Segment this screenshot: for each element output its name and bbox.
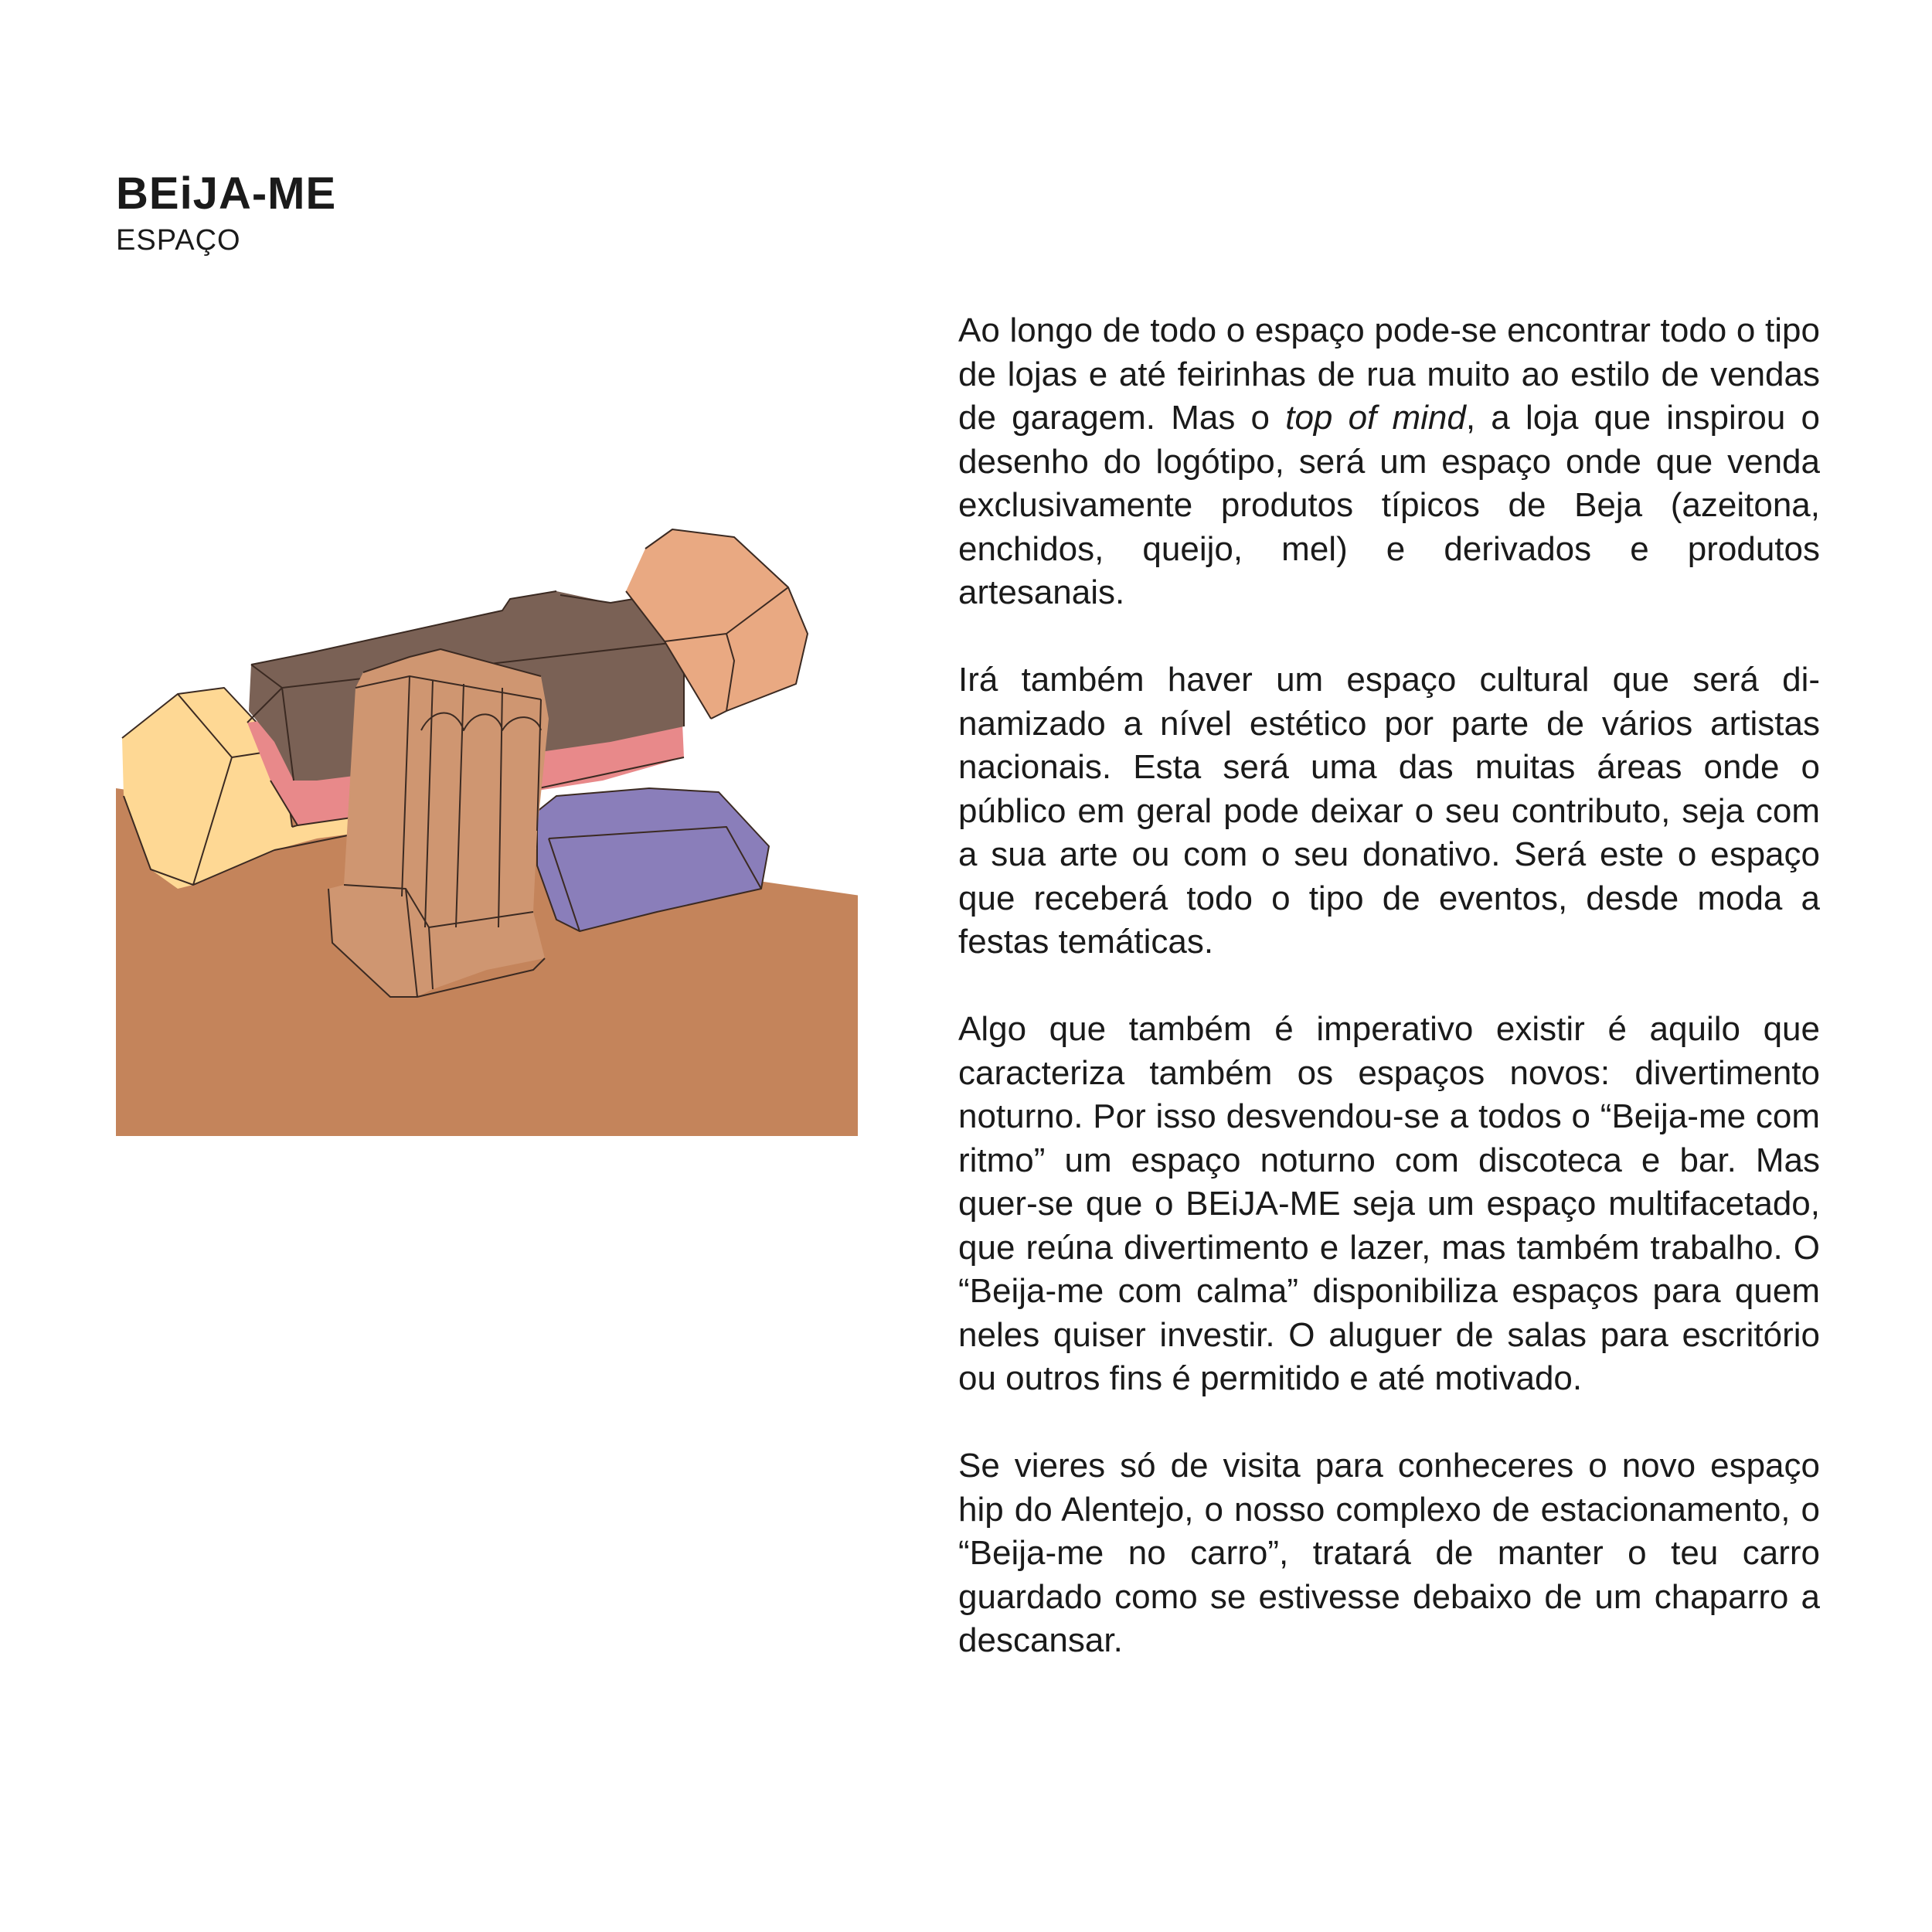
page-title: BEiJA-ME — [116, 168, 337, 219]
paragraph-1-italic: top of mind — [1285, 399, 1466, 437]
paragraph-2: Irá também haver um espaço cultural que será dinamizado a nível estético por parte de vários artistas nacionais. Esta será uma das muitas áreas onde o público em geral pode deixar o seu contributo, seja com a sua arte ou com o seu donativo. Será este o espaço que receberá todo o tipo de eventos, desde moda a festas temáticas. — [958, 661, 1820, 961]
page-subtitle: ESPAÇO — [116, 224, 241, 257]
body-text — [958, 309, 1820, 1706]
paragraph-3: Algo que também é imperativo existir é aquilo que caracteriza também os espaços novos: divertimento noturno. Por isso desvendou-se a todos o “Beija-me com ritmo” um espaço noturno com discoteca e bar. Mas quer-se que o BEiJA-ME seja um espaço multifacetado, que reúna divertimento e lazer, mas também trabalho. O “Beija-me com calma” disponibiliza espaços para quem neles quiser investir. O aluguer de salas para escritório ou outros fins é permitido e até motivado. — [958, 1010, 1820, 1397]
paragraph-1 — [958, 309, 1820, 615]
illustration-svg — [116, 526, 858, 1136]
page-header — [116, 168, 337, 257]
paragraph-1-end: , a loja que inspirou o desenho do logótipo, será um espaço onde que venda exclusivamente produtos típicos de Beja (azeitona, enchidos, queijo, mel) e derivados e produtos artesanais. — [958, 399, 1821, 611]
paragraph-4: Se vieres só de visita para conheceres o novo espaço hip do Alentejo, o nosso complexo de estacionamento, o “Beija-me no carro”, tratará de manter o teu carro guardado como se estivesse debaixo de um chaparro a descansar. — [958, 1447, 1820, 1659]
paragraph-1-start: Ao longo de todo o espaço pode-se encontrar todo o tipo de lojas e até feirinhas de rua muito ao estilo de vendas de garagem. Mas o — [958, 311, 1820, 437]
column-structure — [328, 649, 549, 997]
buildings-illustration — [116, 526, 858, 1136]
